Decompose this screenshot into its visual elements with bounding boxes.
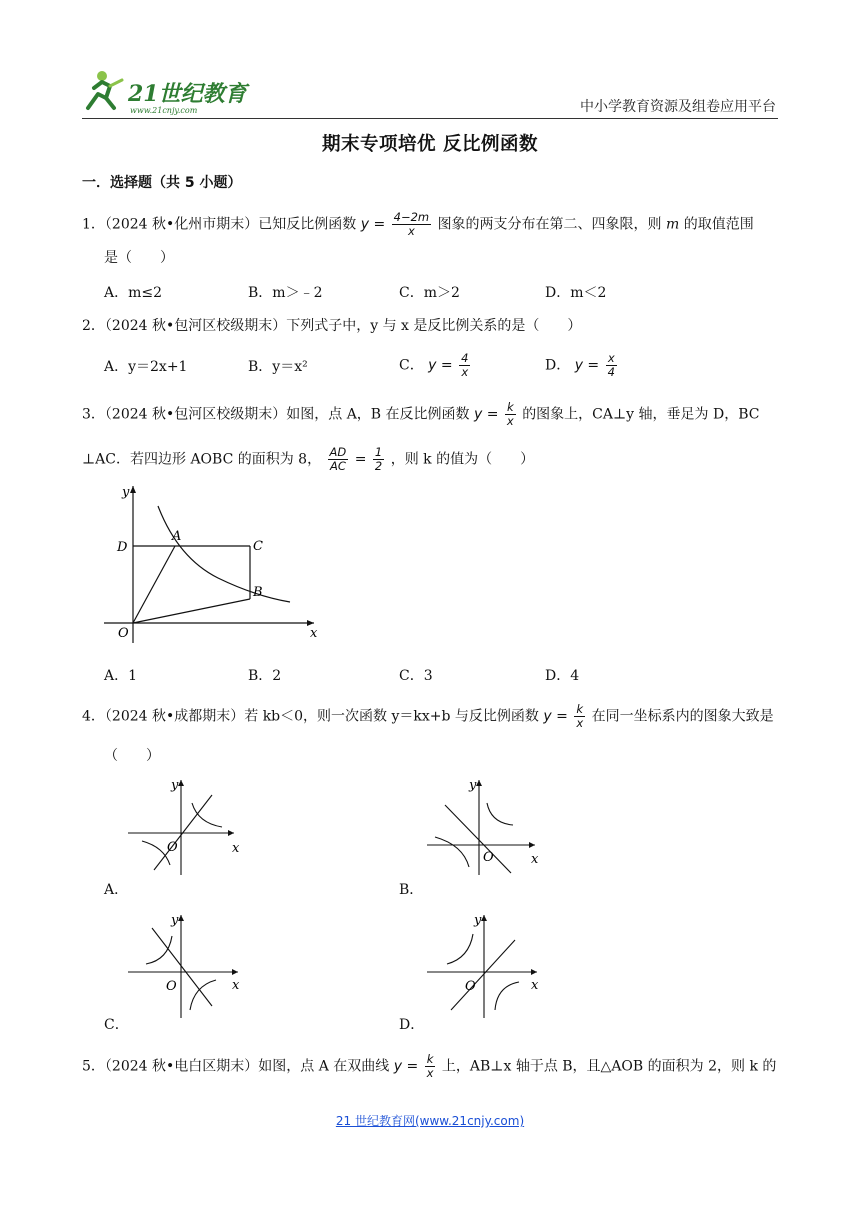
platform-name: 中小学教育资源及组卷应用平台 bbox=[580, 99, 776, 115]
q2-stem: 2．（2024 秋•包河区校级期末）下列式子中，y 与 x 是反比例关系的是（ ） bbox=[82, 318, 582, 334]
q1-option-c[interactable]: C．m＞2 bbox=[399, 285, 460, 301]
q4-func-lhs: y = bbox=[543, 708, 568, 725]
q3-label-y: y bbox=[122, 485, 130, 500]
q3-stem-line2 bbox=[82, 446, 534, 473]
q2-option-b[interactable]: B．y＝x² bbox=[248, 359, 308, 375]
q5-post: 上，AB⊥x 轴于点 B，且△AOB 的面积为 2，则 k 的 bbox=[441, 1058, 777, 1075]
q2-option-d-fraction bbox=[606, 352, 617, 379]
q2-option-d-den: 4 bbox=[607, 365, 615, 379]
q2-option-c-den: x bbox=[461, 365, 469, 379]
q1-option-a[interactable]: A．m≤2 bbox=[104, 285, 163, 301]
q4-graph-d[interactable] bbox=[423, 910, 543, 1020]
q3-line2-pre: ⊥AC．若四边形 AOBC 的面积为 8， bbox=[82, 451, 322, 468]
q4b-label-y: y bbox=[469, 778, 477, 793]
q4a-label-x: x bbox=[232, 841, 240, 856]
q4c-label-o: O bbox=[166, 979, 177, 994]
q5-fraction bbox=[425, 1053, 436, 1080]
q4-stem bbox=[82, 703, 774, 730]
q3-label-c: C bbox=[253, 539, 263, 554]
q3-num: k bbox=[505, 401, 516, 415]
q4-option-a[interactable]: A． bbox=[104, 882, 129, 898]
q4-fraction bbox=[574, 703, 585, 730]
q3-option-d[interactable]: D．4 bbox=[545, 668, 580, 684]
logo-text: 21世纪教育 bbox=[128, 81, 247, 107]
q4-graph-b[interactable] bbox=[423, 775, 543, 877]
q3-post: 的图象上，CA⊥y 轴，垂足为 D，BC bbox=[522, 406, 760, 423]
q3-half bbox=[373, 446, 384, 473]
q4-num: k bbox=[574, 703, 585, 717]
q3-label-d: D bbox=[117, 540, 128, 555]
q3-label-o: O bbox=[118, 626, 129, 641]
q3-label-a: A bbox=[172, 529, 182, 544]
page-title: 期末专项培优 反比例函数 bbox=[322, 134, 538, 155]
q3-ratio-den: AC bbox=[329, 459, 346, 473]
q2-option-d-label: D． bbox=[545, 357, 571, 374]
q4b-label-o: O bbox=[483, 850, 494, 865]
q4b-label-x: x bbox=[531, 852, 539, 867]
logo-21cnjy bbox=[80, 68, 255, 116]
q1-post-a: 图象的两支分布在第二、四象限，则 bbox=[437, 216, 662, 233]
q2-option-c-lhs: y = bbox=[428, 357, 453, 374]
q4-option-c[interactable]: C． bbox=[104, 1017, 129, 1033]
q2-option-c-fraction bbox=[459, 352, 470, 379]
q3-label-b: B bbox=[253, 585, 263, 600]
q1-stem-line2: 是（ ） bbox=[104, 250, 174, 266]
q3-ratio bbox=[328, 446, 349, 473]
q3-option-a[interactable]: A．1 bbox=[104, 668, 138, 684]
q1-stem bbox=[82, 211, 754, 238]
q5-func-lhs: y = bbox=[393, 1058, 419, 1075]
q3-option-b[interactable]: B．2 bbox=[248, 668, 282, 684]
q3-fraction bbox=[505, 401, 516, 428]
q3-pre: 3．（2024 秋•包河区校级期末）如图，点 A，B 在反比例函数 bbox=[82, 406, 470, 423]
q4-graph-c[interactable] bbox=[124, 910, 244, 1020]
q1-func-lhs: y = bbox=[360, 216, 386, 233]
q2-option-a[interactable]: A．y＝2x+1 bbox=[104, 359, 188, 375]
section-heading: 一．选择题（共 5 小题） bbox=[82, 175, 242, 191]
q3-half-num: 1 bbox=[374, 445, 383, 459]
q2-option-c-label: C． bbox=[399, 357, 424, 374]
q4c-label-x: x bbox=[232, 978, 240, 993]
q1-fraction bbox=[392, 211, 431, 238]
q3-den: x bbox=[506, 414, 514, 428]
q4-option-b[interactable]: B． bbox=[399, 882, 424, 898]
footer-link[interactable]: 21 世纪教育网(www.21cnjy.com) bbox=[335, 1114, 525, 1128]
q4a-label-o: O bbox=[167, 840, 178, 855]
q4-option-d[interactable]: D． bbox=[399, 1017, 425, 1033]
q2-option-d-lhs: y = bbox=[574, 357, 600, 374]
q4a-label-y: y bbox=[171, 778, 179, 793]
q1-num: 4−2m bbox=[393, 210, 430, 224]
q4-pre: 4．（2024 秋•成都期末）若 kb＜0，则一次函数 y＝kx+b 与反比例函数 bbox=[82, 708, 539, 725]
header-divider bbox=[82, 118, 778, 119]
q4d-label-y: y bbox=[474, 913, 482, 928]
q3-figure bbox=[100, 478, 325, 643]
q5-pre: 5．（2024 秋•电白区期末）如图，点 A 在双曲线 bbox=[82, 1058, 390, 1075]
q2-option-d-num: x bbox=[606, 352, 617, 366]
q2-option-c-num: 4 bbox=[461, 351, 469, 365]
q1-option-d[interactable]: D．m＜2 bbox=[545, 285, 607, 301]
q4-post: 在同一坐标系内的图象大致是 bbox=[591, 708, 774, 725]
q1-option-b[interactable]: B．m＞﹣2 bbox=[248, 285, 323, 301]
q3-option-c[interactable]: C．3 bbox=[399, 668, 433, 684]
q5-den: x bbox=[426, 1066, 434, 1080]
q2-option-d[interactable] bbox=[545, 352, 619, 379]
q1-den: x bbox=[407, 224, 415, 238]
q4-den: x bbox=[576, 716, 584, 730]
q2-option-c[interactable] bbox=[399, 352, 472, 379]
q4c-label-y: y bbox=[171, 913, 179, 928]
logo-url-text: www.21cnjy.com bbox=[130, 106, 198, 115]
q1-pre: 1．（2024 秋•化州市期末）已知反比例函数 bbox=[82, 216, 357, 233]
q4-graph-a[interactable] bbox=[124, 775, 244, 877]
q3-eq: = bbox=[354, 451, 367, 468]
q4d-label-o: O bbox=[465, 979, 476, 994]
q3-stem bbox=[82, 401, 759, 428]
q4-stem-line2: （ ） bbox=[104, 748, 160, 764]
q3-line2-post: ，则 k 的值为（ ） bbox=[390, 451, 535, 468]
q3-half-den: 2 bbox=[374, 459, 383, 473]
q4d-label-x: x bbox=[531, 978, 539, 993]
q5-stem bbox=[82, 1053, 776, 1080]
q1-var-m: m bbox=[666, 216, 680, 233]
q3-label-x: x bbox=[310, 626, 318, 641]
q3-func-lhs: y = bbox=[474, 406, 499, 423]
q5-num: k bbox=[425, 1053, 436, 1067]
q1-post-b: 的取值范围 bbox=[683, 216, 754, 233]
q3-ratio-num: AD bbox=[329, 445, 347, 459]
